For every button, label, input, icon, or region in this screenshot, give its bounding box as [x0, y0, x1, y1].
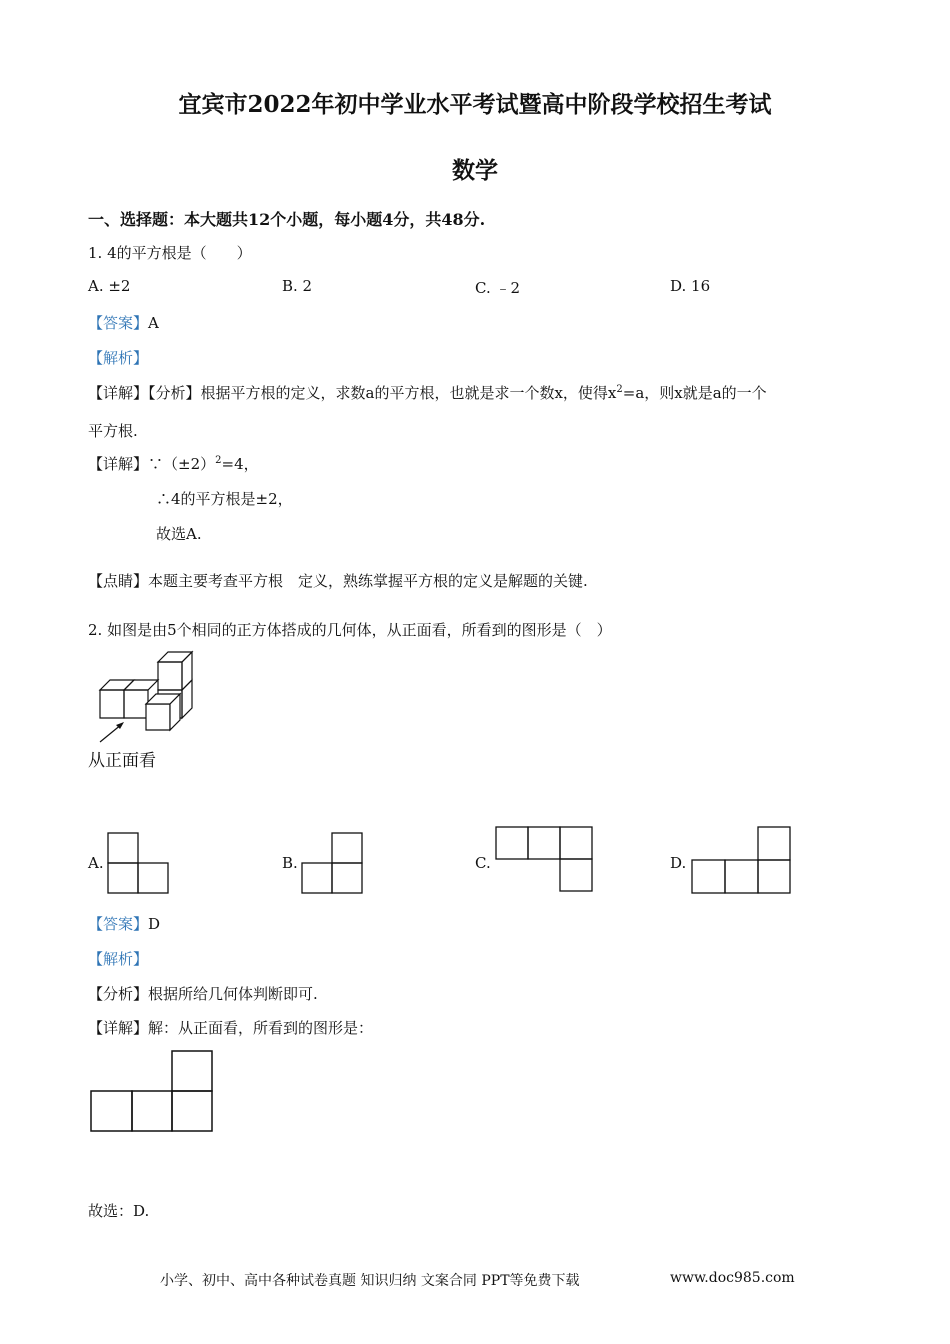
q2-stem: 2. 如图是由5个相同的正方体搭成的几何体，从正面看，所看到的图形是（ ） — [88, 621, 612, 639]
q2-option-a-label: A. — [88, 854, 104, 872]
q2-detail — [88, 1017, 373, 1038]
q1-analysis-line1 — [88, 382, 767, 403]
q2-option-c-figure — [495, 826, 595, 896]
step-text: ∵（±2） — [148, 455, 216, 473]
q1-option-c: C. ﹣2 — [475, 279, 521, 297]
answer-tag: 【答案】 — [88, 314, 149, 332]
footer-text: 小学、初中、高中各种试卷真题 知识归纳 文案合同 PPT等免费下载 — [160, 1273, 580, 1289]
detail-text: 解：从正面看，所看到的图形是： — [148, 1019, 374, 1037]
q1-step3: 故选A. — [156, 525, 202, 543]
q2-option-a-figure — [107, 832, 171, 896]
subject-title: 数学 — [452, 157, 498, 184]
q2-analysis: 【分析】根据所给几何体判断即可. — [88, 985, 318, 1003]
q1-option-a: A. ±2 — [88, 277, 131, 295]
q2-solution-figure — [88, 1048, 216, 1136]
q1-option-b: B. 2 — [282, 277, 313, 295]
q2-option-d-figure — [690, 826, 794, 896]
footer-link[interactable]: www.doc985.com — [670, 1270, 795, 1286]
q1-analysis-line2: 平方根. — [88, 422, 138, 440]
q1-option-d: D. 16 — [670, 277, 711, 295]
figure-caption: 从正面看 — [88, 751, 156, 771]
superscript: 2 — [215, 455, 222, 466]
q1-step2: ∴4的平方根是±2， — [156, 490, 293, 508]
comment-tag: 【点睛】 — [88, 572, 149, 590]
answer-value: A — [148, 314, 159, 332]
superscript: 2 — [616, 384, 623, 395]
detail-tag: 【详解】 — [88, 455, 149, 473]
q2-option-d-label: D. — [670, 854, 687, 872]
answer-tag: 【答案】 — [88, 915, 149, 933]
q1-comment — [88, 570, 588, 591]
analysis-text-cont: =a，则x就是a的一个 — [622, 384, 767, 402]
q2-option-c-label: C. — [475, 854, 491, 872]
q2-answer — [88, 913, 160, 934]
page-title: 宜宾市2022年初中学业水平考试暨高中阶段学校招生考试 — [178, 91, 772, 118]
q2-conclusion: 故选：D. — [88, 1202, 150, 1220]
q1-answer — [88, 312, 159, 333]
q2-option-b-figure — [301, 832, 365, 896]
q1-analysis-tag: 【解析】 — [88, 349, 149, 367]
comment-text: 本题主要考查平方根 定义，熟练掌握平方根的定义是解题的关键. — [148, 572, 588, 590]
q1-step1 — [88, 453, 259, 474]
q2-option-b-label: B. — [282, 854, 298, 872]
q2-analysis-tag: 【解析】 — [88, 950, 149, 968]
detail-tag: 【详解】 — [88, 1019, 149, 1037]
section-heading: 一、选择题：本大题共12个小题，每小题4分，共48分. — [88, 210, 486, 229]
detail-tag: 【详解】 — [88, 384, 149, 402]
q1-stem: 1. 4的平方根是（ ） — [88, 244, 252, 262]
answer-value: D — [148, 915, 161, 933]
cube-figure — [88, 648, 208, 748]
analysis-text: 【分析】根据平方根的定义，求数a的平方根，也就是求一个数x，使得x — [148, 384, 617, 402]
step-text-cont: =4， — [221, 455, 259, 473]
